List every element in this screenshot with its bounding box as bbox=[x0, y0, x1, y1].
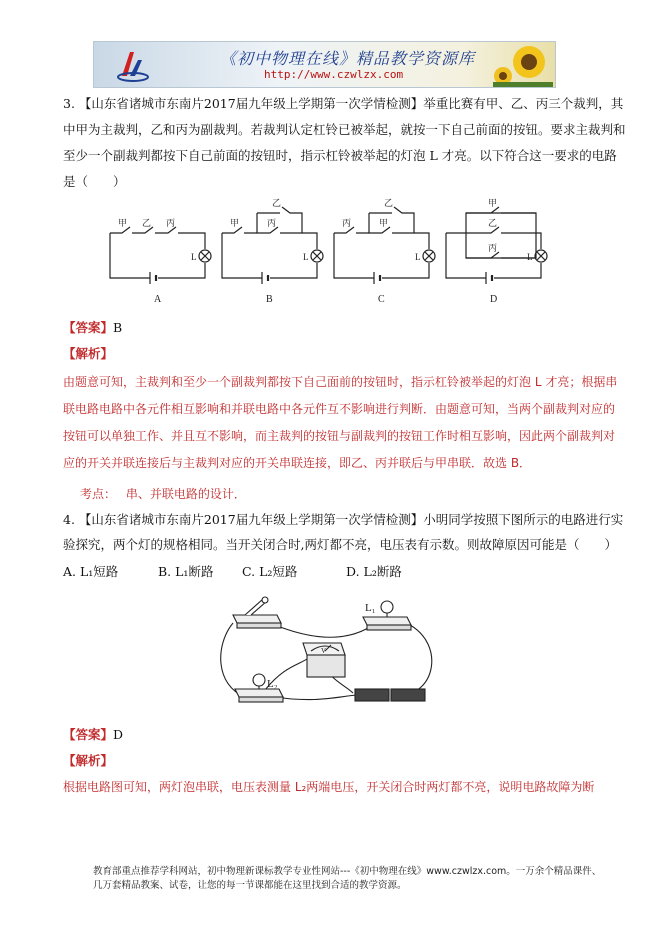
b-lamp-label: L bbox=[303, 252, 309, 262]
q3-answer-line bbox=[63, 315, 122, 341]
q4-label-l2: L₂ bbox=[267, 678, 278, 690]
q4-option-d: D. L₂断路 bbox=[346, 564, 402, 579]
sunflower-icon bbox=[493, 42, 553, 87]
q4-answer-tag: 【答案】 bbox=[63, 727, 114, 742]
q3-answer: B bbox=[113, 320, 123, 335]
c-lamp-label: L bbox=[415, 252, 421, 262]
q3-analysis-4: 应的开关并联连接后与主裁判对应的开关串联连接，即乙、丙并联后与甲串联．故选 B． bbox=[63, 456, 532, 470]
footer-line1: 教育部重点推荐学科网站，初中物理新课标教学专业性网站---《初中物理在线》www.czwlzx.com。一万余个精品课件、 bbox=[93, 866, 602, 877]
a-switch-bing: 丙 bbox=[166, 218, 176, 228]
q3-kaodian-line bbox=[80, 481, 246, 507]
site-logo-icon bbox=[116, 46, 150, 82]
q3-analysis-tag: 【解析】 bbox=[63, 346, 114, 361]
fig-label-a: A bbox=[154, 294, 162, 305]
a-lamp-label: L bbox=[191, 252, 197, 262]
q3-line3: 至少一个副裁判都按下自己前面的按钮时，指示杠铃被举起的灯泡 L 才亮。以下符合这一要求的电路 bbox=[63, 148, 617, 163]
fig-label-c: C bbox=[378, 294, 385, 305]
q3-answer-tag: 【答案】 bbox=[63, 320, 114, 335]
q4-answer: D bbox=[113, 727, 124, 742]
q3-kaodian-tag: 考点： bbox=[80, 487, 117, 501]
b-switch-jia: 甲 bbox=[230, 218, 240, 228]
q3-analysis-3: 按钮可以单独工作、并且互不影响，而主裁判的按钮与副裁判的按钮工作时相互影响，因此两个副裁判对 bbox=[63, 429, 616, 443]
c-switch-jia: 甲 bbox=[379, 218, 389, 228]
d-switch-bing: 丙 bbox=[488, 243, 498, 253]
a-switch-jia: 甲 bbox=[118, 218, 128, 228]
footer-line2: 几万套精品教案、试卷，让您的每一节课都能在这里找到合适的教学资源。 bbox=[93, 880, 407, 891]
q4-analysis-line bbox=[63, 748, 113, 774]
header-title: 《初中物理在线》精品教学资源库 bbox=[220, 49, 476, 68]
c-switch-yi: 乙 bbox=[384, 198, 394, 208]
header-url[interactable]: http://www.czwlzx.com bbox=[264, 68, 404, 81]
fig-label-d: D bbox=[490, 294, 498, 305]
q4-voltmeter-label: V bbox=[321, 647, 327, 655]
d-switch-jia: 甲 bbox=[488, 198, 498, 208]
fig-label-b: B bbox=[266, 294, 273, 305]
q4-option-c: C. L₂短路 bbox=[242, 564, 298, 579]
q3-kaodian: 串、并联电路的设计． bbox=[125, 487, 246, 501]
q3-analysis-line bbox=[63, 341, 113, 367]
q4-label-l1: L₁ bbox=[365, 602, 376, 614]
q3-analysis-2: 联电路电路中各元件相互影响和并联电路中各元件互不影响进行判断．由题意可知，当两个副裁判对应的 bbox=[63, 402, 616, 416]
q3-circuit-figures bbox=[100, 198, 560, 312]
q3-line4: 是（ ） bbox=[63, 174, 126, 189]
d-lamp-label: L bbox=[527, 252, 533, 262]
d-switch-yi: 乙 bbox=[488, 218, 498, 228]
a-switch-yi: 乙 bbox=[142, 218, 152, 228]
q4-line1: 4. 【山东省诸城市东南片2017届九年级上学期第一次学情检测】小明同学按照下图所示的电路进行实 bbox=[63, 512, 624, 527]
b-switch-bing: 丙 bbox=[267, 218, 277, 228]
q4-analysis-1: 根据电路图可知，两灯泡串联，电压表测量 L₂两端电压，开关闭合时两灯都不亮，说明电路故障为断 bbox=[63, 780, 595, 794]
q4-circuit-illustration bbox=[205, 585, 440, 720]
header-banner bbox=[93, 41, 556, 88]
q4-analysis-tag: 【解析】 bbox=[63, 753, 114, 768]
q4-answer-line bbox=[63, 722, 123, 748]
c-switch-bing: 丙 bbox=[342, 218, 352, 228]
b-switch-yi: 乙 bbox=[272, 198, 282, 208]
q3-line1: 3. 【山东省诸城市东南片2017届九年级上学期第一次学情检测】举重比赛有甲、乙、丙三个裁判，其 bbox=[63, 96, 624, 111]
q4-option-b: B. L₁断路 bbox=[158, 564, 214, 579]
q4-option-a: A. L₁短路 bbox=[63, 564, 119, 579]
q4-line2: 验探究，两个灯的规格相同。当开关闭合时,两灯都不亮，电压表有示数。则故障原因可能是（ ） bbox=[63, 537, 617, 552]
q3-line2: 中甲为主裁判，乙和丙为副裁判。若裁判认定杠铃已被举起，就按一下自己前面的按钮。要求主裁判和 bbox=[63, 122, 626, 137]
q3-analysis-1: 由题意可知，主裁判和至少一个副裁判都按下自己面前的按钮时，指示杠铃被举起的灯泡 L 才亮；根据串 bbox=[63, 375, 618, 389]
